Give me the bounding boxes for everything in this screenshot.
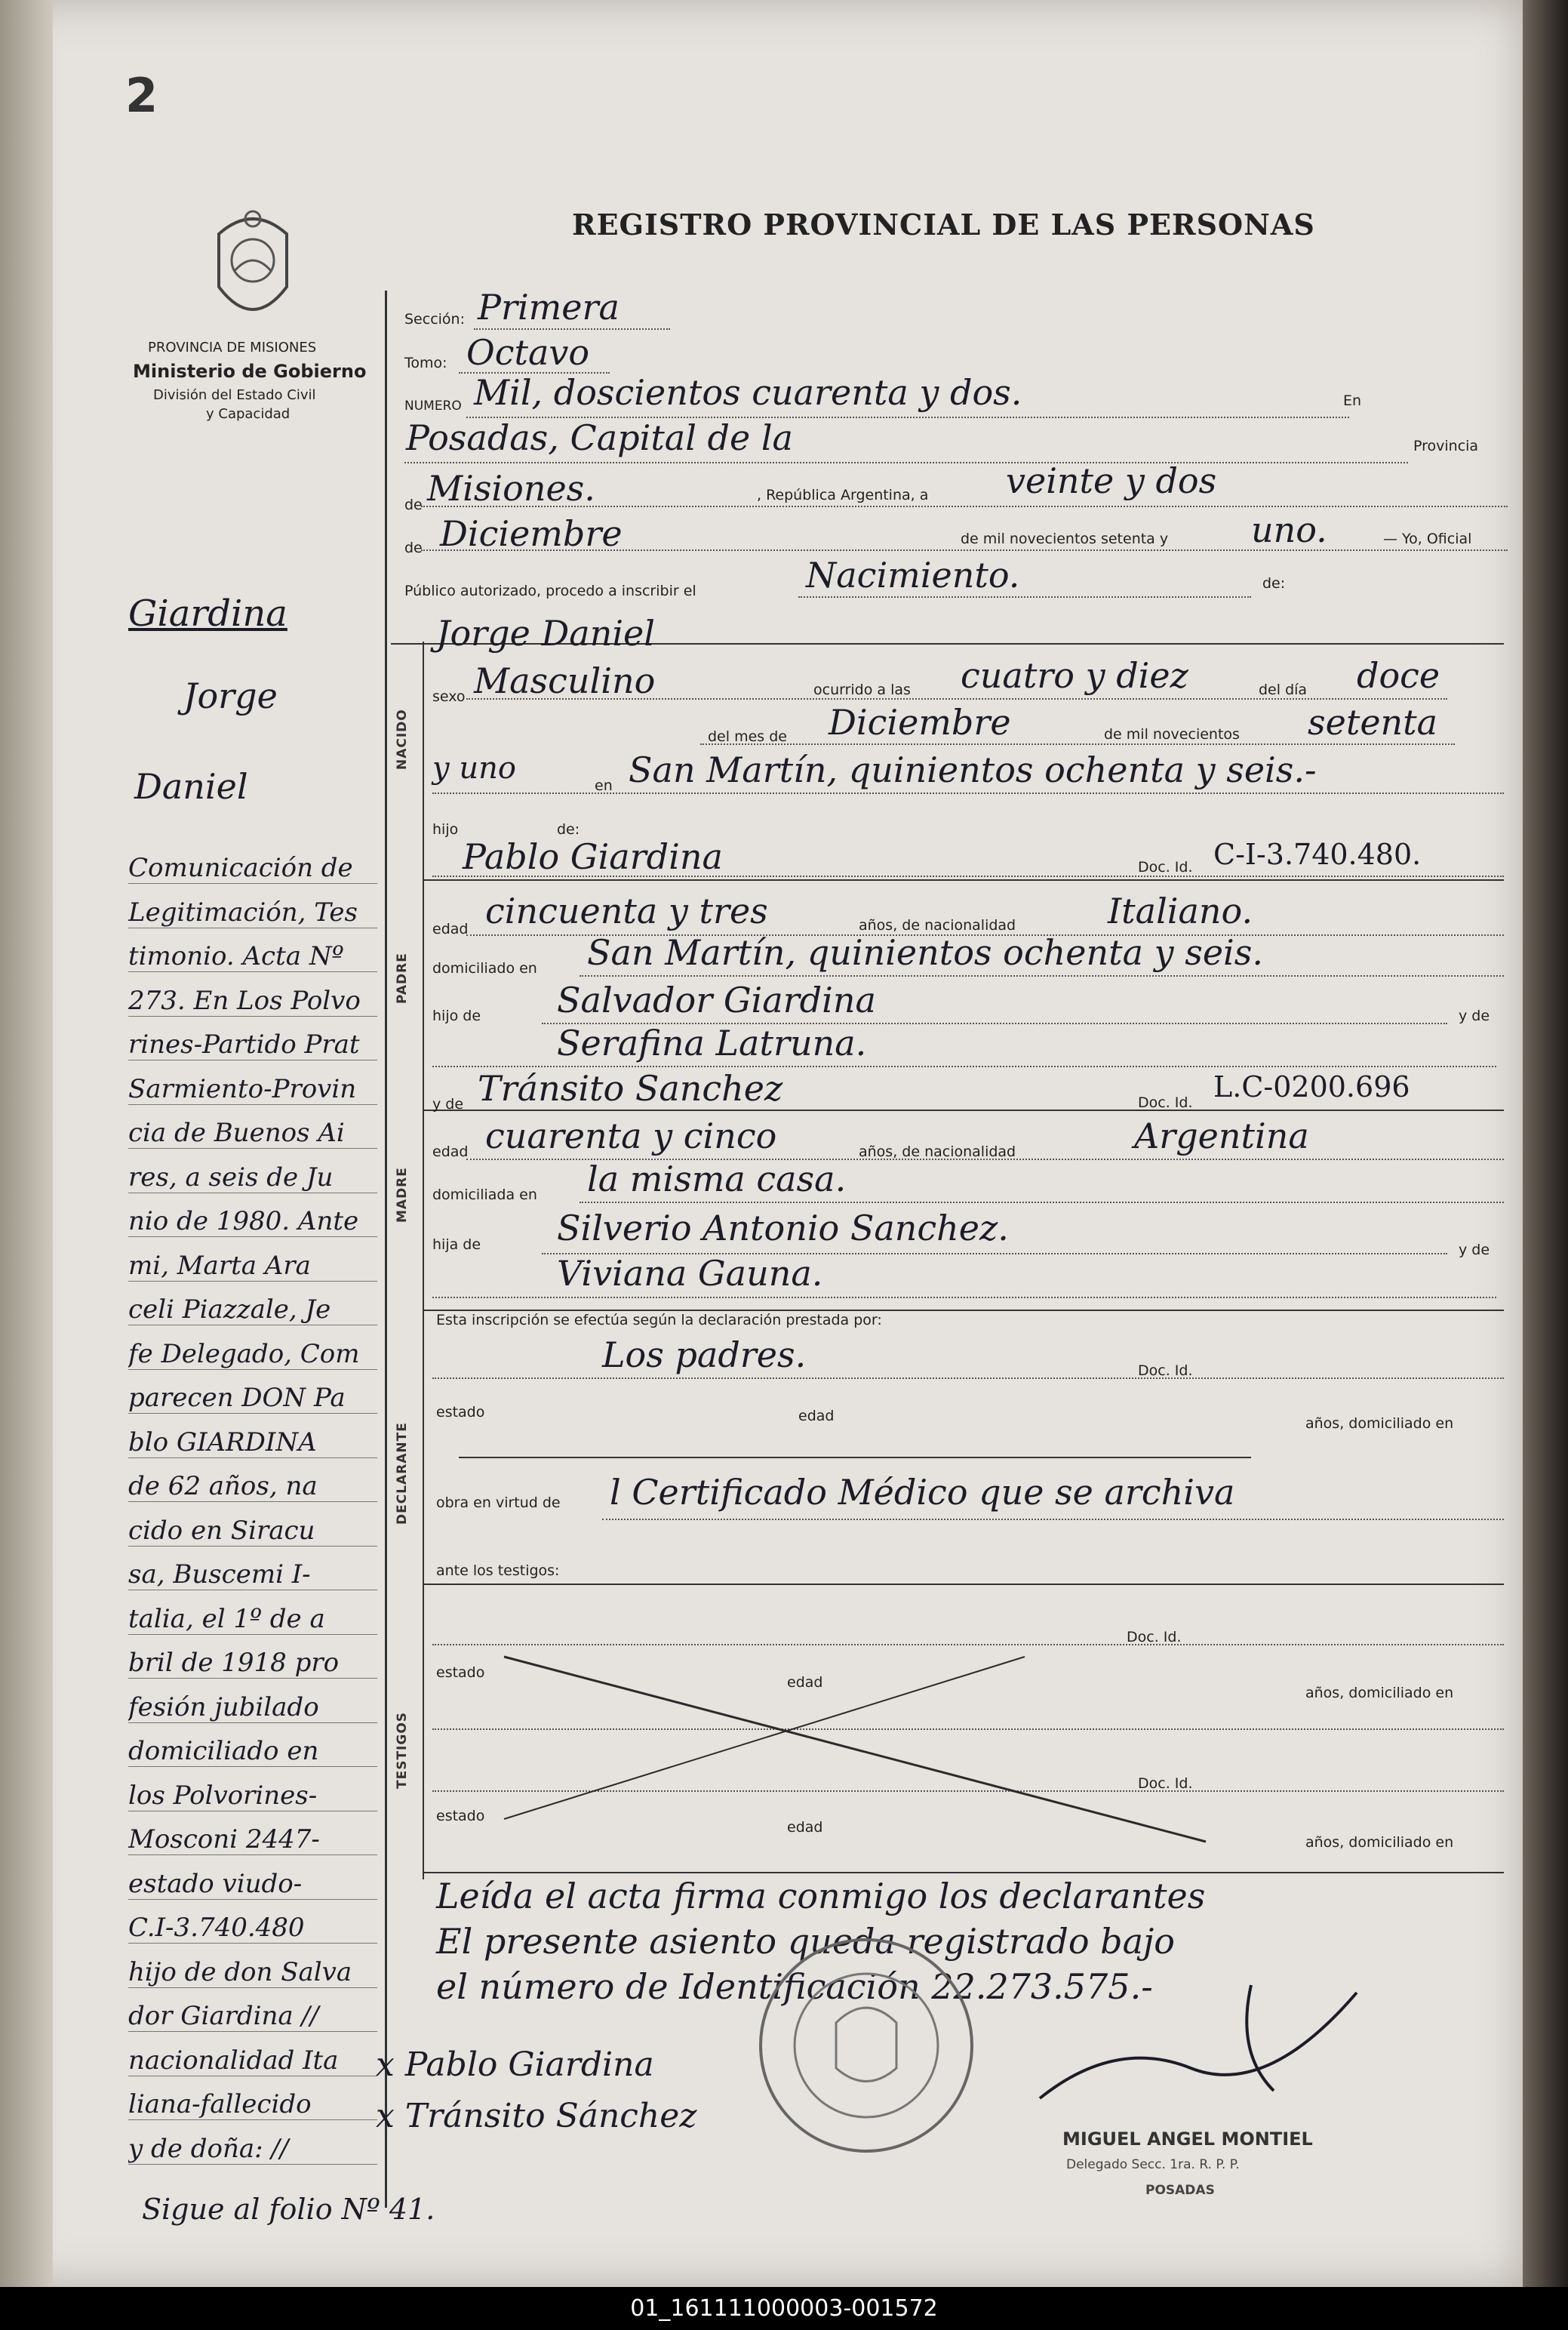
value-madre-madre: Viviana Gauna.	[557, 1253, 823, 1294]
closing-line-2: El presente asiento queda registrado bajo	[436, 1921, 1176, 1962]
label-provincia: Provincia	[1413, 438, 1479, 454]
margin-note-line: fesión jubilado	[128, 1692, 377, 1723]
cancel-strike-lines	[481, 1645, 1221, 1872]
value-padre-doc: C-I-3.740.480.	[1213, 838, 1422, 871]
value-mes: Diciembre	[440, 513, 623, 554]
page-number: 2	[125, 68, 158, 123]
margin-note-line: C.I-3.740.480	[128, 1913, 377, 1944]
rule-testigos-bottom	[423, 1872, 1504, 1873]
value-madre-nombre: Tránsito Sanchez	[478, 1068, 783, 1109]
issuer-ministry: Ministerio de Gobierno	[133, 361, 367, 382]
label-sexo: sexo	[432, 688, 466, 705]
closing-line-3: el número de Identificación 22.273.575.-	[436, 1966, 1153, 2007]
label-declarante: DECLARANTE	[395, 1422, 410, 1525]
value-padre-nombre: Pablo Giardina	[463, 836, 723, 877]
value-madre-domicilio: la misma casa.	[587, 1159, 847, 1199]
label-doc-id-madre: Doc. Id.	[1138, 1094, 1193, 1111]
margin-note-line: y de doña: //	[128, 2134, 377, 2165]
label-hija-de: hija de	[432, 1236, 481, 1253]
margin-note-line: nacionalidad Ita	[128, 2045, 377, 2076]
margin-note-line: rines-Partido Prat	[128, 1030, 377, 1060]
value-mes-nac: Diciembre	[829, 702, 1011, 743]
margin-note-line: los Polvorines-	[128, 1781, 377, 1811]
label-publico: Público autorizado, procedo a inscribir el	[404, 583, 696, 599]
value-padre-nacionalidad: Italiano.	[1108, 891, 1253, 931]
value-acto: Nacimiento.	[806, 555, 1020, 596]
value-padre-madre: Serafina Latruna.	[557, 1023, 867, 1063]
label-doc-id-testigo-2: Doc. Id.	[1138, 1775, 1193, 1792]
value-dia-nac: doce	[1357, 655, 1440, 696]
rule-madre-top	[423, 1110, 1504, 1111]
margin-note-line: de 62 años, na	[128, 1471, 377, 1502]
value-madre-nacionalidad: Argentina	[1134, 1116, 1309, 1156]
section-divider	[423, 642, 424, 1879]
margin-note-line: blo GIARDINA	[128, 1427, 377, 1458]
page-edge	[1523, 0, 1568, 2287]
label-edad-padre: edad	[432, 921, 469, 937]
label-domiciliado-padre: domiciliado en	[432, 960, 537, 977]
value-lugar: Posadas, Capital de la	[406, 417, 793, 458]
label-hijo: hijo	[432, 821, 459, 838]
official-stamp-name: MIGUEL ANGEL MONTIEL	[1062, 2128, 1313, 2150]
official-stamp-title: Delegado Secc. 1ra. R. P. P.	[1066, 2157, 1240, 2172]
label-republica: , República Argentina, a	[757, 487, 929, 503]
value-ano-nac-2: y uno	[432, 751, 516, 786]
margin-note-line: celi Piazzale, Je	[128, 1294, 377, 1325]
official-signature-icon	[1025, 1962, 1372, 2113]
margin-continuation: Sigue al folio Nº 41.	[142, 2193, 435, 2226]
margin-note-line: parecen DON Pa	[128, 1383, 377, 1414]
signature-padre: x Pablo Giardina	[376, 2045, 654, 2084]
margin-note-line: cia de Buenos Ai	[128, 1118, 377, 1149]
label-edad-testigo-2: edad	[787, 1819, 823, 1836]
label-testigos: TESTIGOS	[395, 1711, 410, 1789]
label-edad-testigo-1: edad	[787, 1674, 823, 1691]
label-nacido: NACIDO	[395, 709, 410, 770]
margin-note-line: 273. En Los Polvo	[128, 986, 377, 1017]
margin-note-line: res, a seis de Ju	[128, 1162, 377, 1193]
margin-name-2: Daniel	[134, 766, 248, 807]
value-lugar-nac: San Martín, quinientos ochenta y seis.-	[629, 749, 1317, 790]
value-padre-padre: Salvador Giardina	[557, 980, 876, 1020]
label-y-de-madre: y de	[1459, 1242, 1490, 1258]
label-de-colon: de:	[1262, 575, 1286, 592]
value-ano: uno.	[1251, 509, 1327, 550]
label-doc-id-padre: Doc. Id.	[1138, 859, 1193, 876]
rule-testigos-top	[423, 1584, 1504, 1585]
value-numero: Mil, doscientos cuarenta y dos.	[474, 372, 1022, 413]
label-del-dia: del día	[1259, 682, 1308, 698]
value-padre-domicilio: San Martín, quinientos ochenta y seis.	[587, 932, 1263, 973]
label-testigos: ante los testigos:	[436, 1562, 560, 1579]
label-edad-declarante: edad	[798, 1408, 835, 1424]
label-estado-testigo-2: estado	[436, 1808, 485, 1824]
margin-surname: Giardina	[128, 593, 287, 635]
label-y-de-padre: y de	[1459, 1008, 1490, 1024]
official-seal-icon	[753, 1932, 979, 2159]
value-provincia: Misiones.	[427, 468, 595, 509]
label-estado-declarante: estado	[436, 1404, 485, 1420]
value-dia: veinte y dos	[1006, 460, 1217, 501]
margin-note-line: talia, el 1º de a	[128, 1604, 377, 1635]
margin-note-line: nio de 1980. Ante	[128, 1206, 377, 1237]
label-domiciliada: domiciliada en	[432, 1187, 537, 1203]
value-tomo: Octavo	[466, 332, 590, 373]
main-column-divider	[385, 291, 387, 2208]
closing-line-1: Leída el acta firma conmigo los declarantes	[436, 1876, 1206, 1916]
margin-note-line: estado viudo-	[128, 1869, 377, 1900]
label-y-de-start: y de	[432, 1096, 464, 1113]
signature-madre: x Tránsito Sánchez	[376, 2097, 697, 2135]
label-de-colon-2: de:	[557, 821, 580, 838]
label-anos-nac-madre: años, de nacionalidad	[859, 1143, 1016, 1160]
margin-note-line: cido en Siracu	[128, 1516, 377, 1547]
official-stamp-place: POSADAS	[1145, 2183, 1215, 2198]
label-seccion: Sección:	[404, 311, 465, 328]
label-en: En	[1343, 392, 1362, 409]
margin-note-line: Comunicación de	[128, 853, 377, 884]
label-estado-testigo-1: estado	[436, 1664, 485, 1681]
value-seccion: Primera	[478, 287, 620, 328]
coat-of-arms-icon	[204, 204, 302, 335]
value-ano-nac: setenta	[1308, 702, 1438, 743]
value-certificado: l Certificado Médico que se archiva	[610, 1472, 1235, 1513]
label-en-lower: en	[595, 777, 613, 794]
label-anos-dom-testigo-1: años, domiciliado en	[1305, 1685, 1454, 1701]
label-de-2: de	[404, 540, 423, 556]
margin-note-line: dor Giardina //	[128, 2001, 377, 2032]
value-declarante: Los padres.	[602, 1334, 807, 1375]
label-inscripcion: Esta inscripción se efectúa según la declaración prestada por:	[436, 1312, 882, 1328]
margin-note-line: Legitimación, Tes	[128, 897, 377, 928]
label-ocurrido: ocurrido a las	[813, 682, 911, 698]
value-madre-doc: L.C-0200.696	[1213, 1070, 1410, 1103]
scan-id-footer: 01_161111000003-001572	[0, 2287, 1568, 2330]
margin-note-line: hijo de don Salva	[128, 1957, 377, 1988]
registry-title: REGISTRO PROVINCIAL DE LAS PERSONAS	[572, 208, 1315, 242]
margin-note-line: timonio. Acta Nº	[128, 941, 377, 972]
label-anos-dom-testigo-2: años, domiciliado en	[1305, 1834, 1454, 1851]
value-madre-padre: Silverio Antonio Sanchez.	[557, 1208, 1009, 1248]
label-obra: obra en virtud de	[436, 1494, 561, 1511]
document-page	[14, 0, 1523, 2287]
label-tomo: Tomo:	[404, 355, 447, 371]
value-padre-edad: cincuenta y tres	[485, 891, 768, 931]
label-edad-madre: edad	[432, 1143, 469, 1160]
issuer-province: PROVINCIA DE MISIONES	[148, 340, 317, 356]
margin-note-line: domiciliado en	[128, 1736, 377, 1767]
value-sexo: Masculino	[474, 660, 656, 701]
label-hijo-de-padre: hijo de	[432, 1008, 481, 1024]
margin-note-line: fe Delegado, Com	[128, 1339, 377, 1370]
margin-note-line: sa, Buscemi I-	[128, 1559, 377, 1590]
margin-note-line: mi, Marta Ara	[128, 1251, 377, 1282]
label-de-1: de	[404, 497, 423, 513]
label-madre: MADRE	[395, 1167, 410, 1223]
label-numero: NUMERO	[404, 399, 462, 414]
binding-spine	[0, 0, 53, 2287]
margin-note-line: Sarmiento-Provin	[128, 1074, 377, 1105]
margin-name-1: Jorge	[183, 676, 278, 716]
label-de-mil-nov: de mil novecientos	[1104, 726, 1240, 743]
rule-padre-top	[423, 879, 1504, 881]
label-de-mil: de mil novecientos setenta y	[961, 531, 1169, 547]
value-hora: cuatro y diez	[961, 655, 1188, 696]
issuer-division-2: y Capacidad	[206, 406, 291, 422]
label-doc-id-testigo-1: Doc. Id.	[1127, 1629, 1182, 1645]
margin-note-line: liana-fallecido	[128, 2089, 377, 2120]
label-anos-dom-declarante: años, domiciliado en	[1305, 1415, 1454, 1432]
issuer-division: División del Estado Civil	[153, 387, 316, 403]
margin-note-line: bril de 1918 pro	[128, 1648, 377, 1679]
label-doc-id-declarante: Doc. Id.	[1138, 1362, 1193, 1379]
label-del-mes: del mes de	[708, 728, 787, 745]
label-yo-oficial: — Yo, Oficial	[1383, 531, 1472, 547]
label-padre: PADRE	[395, 953, 410, 1004]
value-nombre: Jorge Daniel	[436, 613, 655, 654]
rule-declarante-top	[423, 1310, 1504, 1311]
label-anos-nac-padre: años, de nacionalidad	[859, 917, 1016, 934]
margin-note-line: Mosconi 2447-	[128, 1824, 377, 1855]
value-madre-edad: cuarenta y cinco	[485, 1116, 777, 1156]
